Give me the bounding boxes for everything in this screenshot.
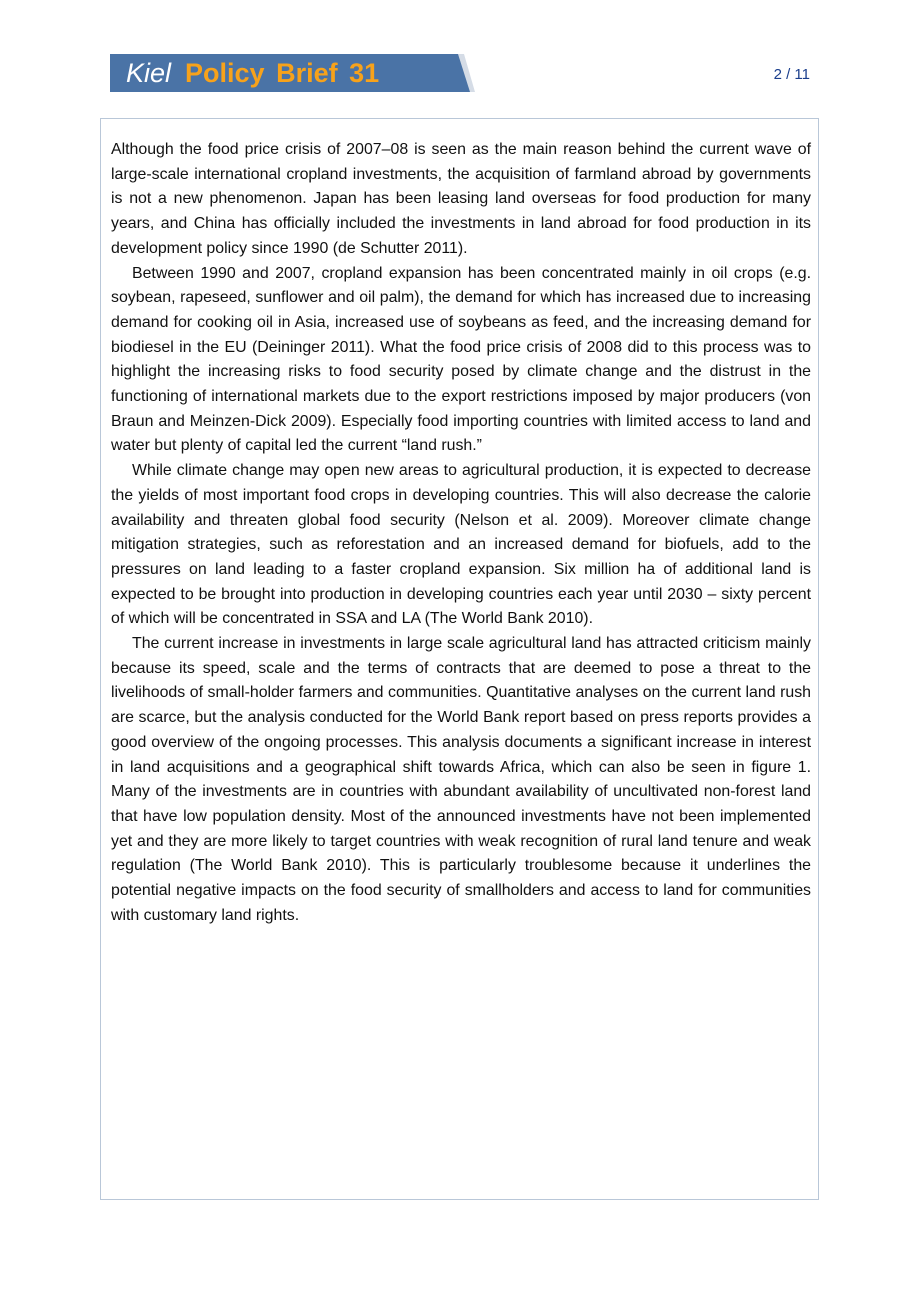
- page-number: 2 / 11: [773, 66, 810, 83]
- paragraph-2: Between 1990 and 2007, cropland expansion has been concentrated mainly in oil crops (e.g. soybean, rapeseed, sunflower and oil palm), the demand for which has increased due to increasing demand for cooking oil in Asia, increased use of soybeans as feed, and the increasing demand for biodiesel in the EU (Deininger 2011). What the food price crisis of 2008 did to this process was to highlight the increasing risks to food security posed by climate change and the distrust in the functioning of international markets due to the export restrictions imposed by major producers (von Braun and Meinzen-Dick 2009). Especially food importing countries with limited access to land and water but plenty of capital led the current “land rush.”: [111, 264, 811, 455]
- brand-name: Kiel: [126, 58, 172, 88]
- content-frame: [100, 118, 819, 1200]
- body-text: [111, 138, 811, 929]
- banner-text: [126, 54, 379, 92]
- paragraph-3: While climate change may open new areas to agricultural production, it is expected to decrease the yields of most important food crops in developing countries. This will also decrease the calorie availability and threaten global food security (Nelson et al. 2009). Moreover climate change mitigation strategies, such as reforestation and an increased demand for biofuels, add to the pressures on land leading to a faster cropland expansion. Six million ha of additional land is expected to be brought into production in developing countries each year until 2030 – sixty percent of which will be concentrated in SSA and LA (The World Bank 2010).: [111, 462, 811, 628]
- paragraph-4: The current increase in investments in large scale agricultural land has attracted criticism mainly because its speed, scale and the terms of contracts that are deemed to pose a threat to the livelihoods of small-holder farmers and communities. Quantitative analyses on the current land rush are scarce, but the analysis conducted for the World Bank report based on press reports provides a good overview of the ongoing processes. This analysis documents a significant increase in interest in land acquisitions and a geographical shift towards Africa, which can also be seen in figure 1. Many of the investments are in countries with abundant availability of uncultivated non-forest land that have low population density. Most of the announced investments have not been implemented yet and they are more likely to target countries with weak recognition of rural land tenure and weak regulation (The World Bank 2010). This is particularly troublesome because it underlines the potential negative impacts on the food security of smallholders and access to land for communities with customary land rights.: [111, 635, 811, 924]
- header-banner: [110, 54, 475, 92]
- publication-title: Policy Brief 31: [185, 58, 380, 88]
- paragraph-1: Although the food price crisis of 2007–08 is seen as the main reason behind the current wave of large-scale international cropland investments, the acquisition of farmland abroad by governments is not a new phenomenon. Japan has been leasing land overseas for food production for many years, and China has officially included the investments in land abroad for food production in its development policy since 1990 (de Schutter 2011).: [111, 141, 811, 257]
